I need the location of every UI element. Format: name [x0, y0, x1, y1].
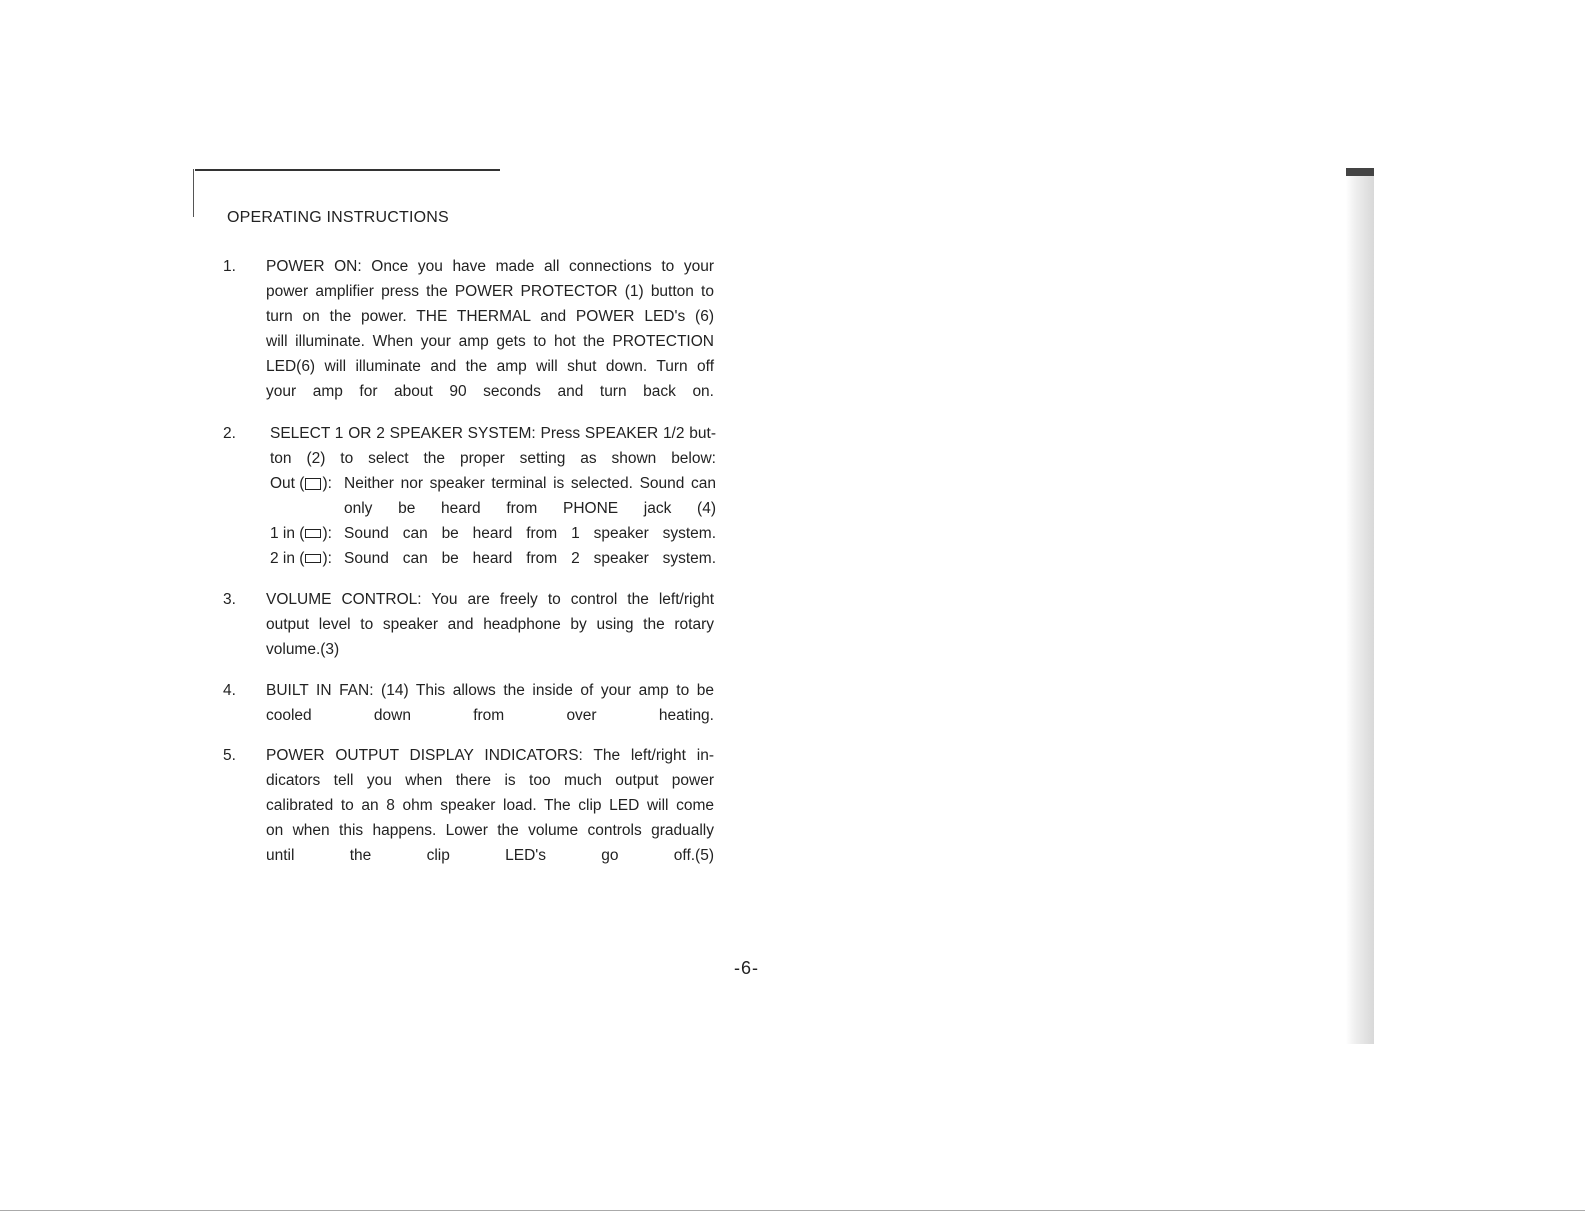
item-line: POWER OUTPUT DISPLAY INDICATORS: The left/right in- — [266, 747, 714, 764]
left-margin-rule — [193, 169, 194, 217]
item-line: ton (2) to select the proper setting as shown below: — [270, 450, 716, 467]
item-line: power amplifier press the POWER PROTECTOR (1) button to — [266, 283, 714, 300]
bottom-rule — [0, 1210, 1585, 1211]
item-line: calibrated to an 8 ohm speaker load. The clip LED will come — [266, 797, 714, 814]
item-line: POWER ON: Once you have made all connections to your — [266, 258, 714, 275]
option-text: Sound can be heard from 2 speaker system. — [344, 550, 716, 567]
item-line: cooled down from over heating. — [266, 707, 714, 724]
item-body — [266, 587, 714, 662]
item-body — [266, 254, 714, 404]
page-edge-shadow — [1346, 168, 1374, 1044]
item-line: dicators tell you when there is too much output power — [266, 772, 714, 789]
item-line: on when this happens. Lower the volume controls gradually — [266, 822, 714, 839]
option-label: Out ( ): — [270, 475, 332, 492]
item-line: VOLUME CONTROL: You are freely to control the left/right — [266, 591, 714, 608]
item-line: LED(6) will illuminate and the amp will shut down. Turn off — [266, 358, 714, 375]
option-text: Neither nor speaker terminal is selected. Sound can — [344, 475, 716, 492]
item-line: SELECT 1 OR 2 SPEAKER SYSTEM: Press SPEAKER 1/2 but- — [270, 425, 716, 442]
item-number: 2. — [223, 425, 236, 442]
switch-pressed-icon — [305, 529, 321, 538]
page-edge-top-mark — [1346, 168, 1374, 176]
instruction-item-2 — [223, 421, 723, 571]
page-number: -6- — [734, 958, 759, 978]
item-line: until the clip LED's go off.(5) — [266, 847, 714, 864]
speaker-option-2 — [270, 546, 716, 571]
item-line: BUILT IN FAN: (14) This allows the inside of your amp to be — [266, 682, 714, 699]
item-line: will illuminate. When your amp gets to hot the PROTECTION — [266, 333, 714, 350]
option-text: Sound can be heard from 1 speaker system. — [344, 525, 716, 542]
instruction-item-3 — [223, 587, 723, 662]
instruction-item-1 — [223, 254, 723, 404]
item-line: output level to speaker and headphone by using the rotary — [266, 616, 714, 633]
item-body — [266, 678, 714, 728]
item-number: 5. — [223, 747, 236, 764]
top-rule — [195, 169, 500, 171]
option-label: 1 in ( ): — [270, 525, 332, 542]
item-line: volume.(3) — [266, 641, 340, 658]
instruction-item-4 — [223, 678, 723, 728]
page-heading: OPERATING INSTRUCTIONS — [227, 209, 449, 226]
item-number: 3. — [223, 591, 236, 608]
instruction-item-5 — [223, 743, 723, 868]
speaker-option-out — [270, 471, 716, 496]
speaker-option-out-continuation — [270, 496, 716, 521]
option-label: 2 in ( ): — [270, 550, 332, 567]
speaker-option-1 — [270, 521, 716, 546]
item-number: 4. — [223, 682, 236, 699]
item-line: your amp for about 90 seconds and turn back on. — [266, 383, 714, 400]
option-text: only be heard from PHONE jack (4) — [344, 500, 716, 517]
item-body — [270, 421, 716, 571]
switch-out-icon — [305, 478, 321, 490]
item-line: turn on the power. THE THERMAL and POWER LED's (6) — [266, 308, 714, 325]
item-body — [266, 743, 714, 868]
item-number: 1. — [223, 258, 236, 275]
switch-pressed-icon — [305, 554, 321, 563]
